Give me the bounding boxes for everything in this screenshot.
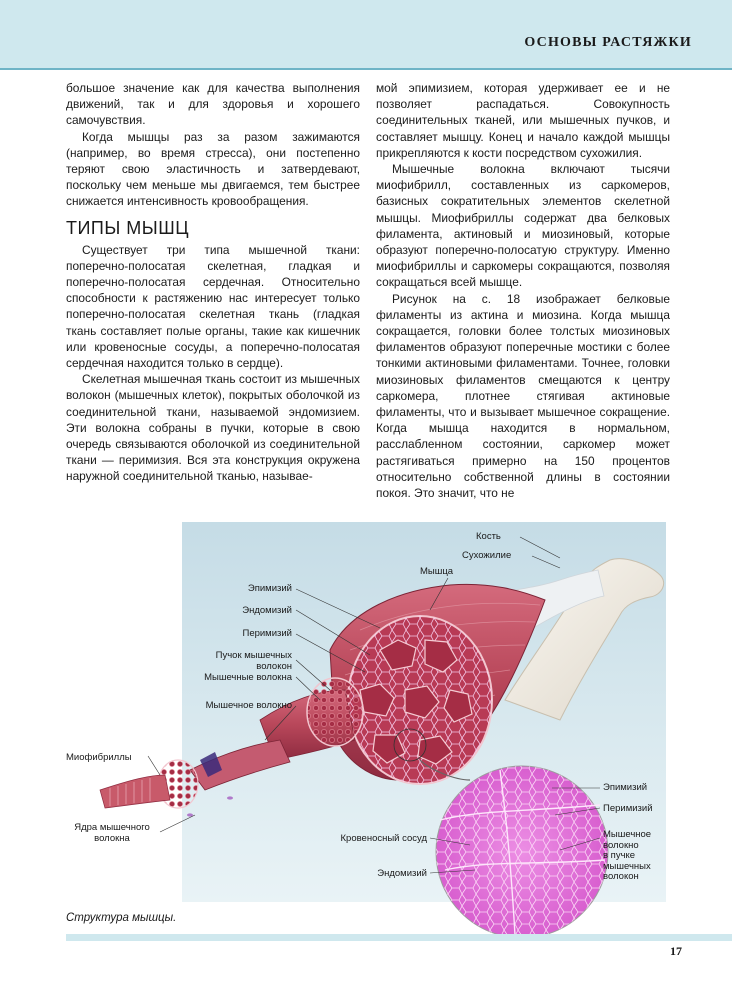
paragraph: Существует три типа мышечной ткани: поперечно-полосатая скелетная, гладкая и поперечно-полосатая сердечная. Относительно способности к растяжению нас интересует только поперечно-полосатая скелетная ткань (гладкая ткань составляет полые органы, такие как кишечник или кровеносные сосуды, а поперечно-полосатая сердечная находится только в сердце). bbox=[66, 242, 360, 371]
label-bone: Кость bbox=[476, 531, 501, 542]
label-muscle-fibers: Мышечные волокна bbox=[204, 672, 292, 683]
label-nuclei-line2: волокна bbox=[94, 833, 130, 844]
label-tendon: Сухожилие bbox=[462, 550, 512, 561]
paragraph: Мышечные волокна включают тысячи миофибрилл, составленных из саркомеров, базисных сократительных элементов скелетной мышцы. Миофибриллы содержат два белковых филамента, актиновый и миозиновый, которые образуют поперечно-полосатую структуру. Именно миофибриллы и саркомеры сокращаются, позволяя сокращаться всей мышце. bbox=[376, 162, 670, 290]
paragraph: большое значение как для качества выполнения движений, так и для здоровья и хорошего самочувствия. bbox=[66, 81, 360, 128]
section-heading: ТИПЫ МЫШЦ bbox=[66, 217, 190, 238]
label-fiber-in-bundle-line2: волокно bbox=[603, 839, 639, 851]
label-nuclei bbox=[66, 822, 158, 844]
label-fascicle-line2: волокон bbox=[256, 661, 292, 672]
label-blood-vessel: Кровеносный сосуд bbox=[340, 833, 427, 844]
page-number: 17 bbox=[670, 944, 682, 958]
footer-rule bbox=[66, 934, 732, 941]
label-muscle: Мышца bbox=[420, 566, 454, 577]
label-fiber-in-bundle-line3: в пучке bbox=[603, 850, 636, 861]
label-fascicle bbox=[216, 650, 292, 672]
label-epimysium: Эпимизий bbox=[247, 583, 292, 594]
paragraph: Скелетная мышечная ткань состоит из мышечных волокон (мышечных клеток), покрытых оболочкой из соединительной ткани, называемой эндомизием. Эти волокна собраны в пучки, которые в свою очередь связываются оболочкой из соединительной ткани — перимизия. Вся эта конструкция окружена наружной соединительной тканью, называе- bbox=[66, 372, 360, 484]
label-micro-endomysium: Эндомизий bbox=[377, 868, 427, 879]
label-micro-epimysium: Эпимизий bbox=[603, 782, 648, 793]
label-fiber-in-bundle-line4: мышечных bbox=[603, 860, 651, 872]
label-fiber-in-bundle-line1: Мышечное bbox=[603, 829, 652, 840]
paragraph: мой эпимизием, которая удерживает ее и не позволяет распадаться. Совокупность соединительных тканей, или мышечных пучков, и составляет мышцу. Конец и начало каждой мышцы прикрепляются к кости посредством сухожилия. bbox=[376, 81, 670, 160]
label-micro-perimysium: Перимизий bbox=[603, 803, 653, 814]
paragraph: Когда мышцы раз за разом зажимаются (например, во время стресса), они постепенно теряют свою эластичность и затвердевают, поскольку чем меньше мы двигаемся, тем быстрее снижается интенсивность кровообращения. bbox=[66, 129, 360, 209]
label-fascicle-line1: Пучок мышечных bbox=[215, 650, 292, 661]
label-muscle-fiber: Мышечное волокно bbox=[205, 700, 292, 711]
label-endomysium: Эндомизий bbox=[242, 605, 292, 616]
label-fiber-in-bundle bbox=[603, 830, 651, 883]
running-header: ОСНОВЫ РАСТЯЖКИ bbox=[524, 35, 692, 50]
paragraph: Рисунок на с. 18 изображает белковые филаменты из актина и миозина. Когда мышца сокращается, головки более толстых миозиновых филаментов образуют поперечные мостики с более тонкими актиновыми филаментами. Точнее, головки миозиновых филаментов смещаются к центру саркомера, плотнее стягивая актиновые филаменты, что и вызывает мышечное сокращение. Когда мышца находится в нормальном, расслабленном состоянии, саркомер может растягиваться примерно на 150 процентов относительно собственной длины в состоянии покоя. Это значит, что не bbox=[376, 291, 670, 501]
label-fiber-in-bundle-line5: волокон bbox=[603, 871, 639, 882]
label-myofibrils: Миофибриллы bbox=[66, 752, 132, 763]
label-nuclei-line1: Ядра мышечного bbox=[74, 822, 150, 833]
fascicle-cross-section bbox=[307, 678, 363, 746]
label-perimysium: Перимизий bbox=[242, 628, 292, 639]
figure-caption: Структура мышцы. bbox=[66, 912, 177, 924]
